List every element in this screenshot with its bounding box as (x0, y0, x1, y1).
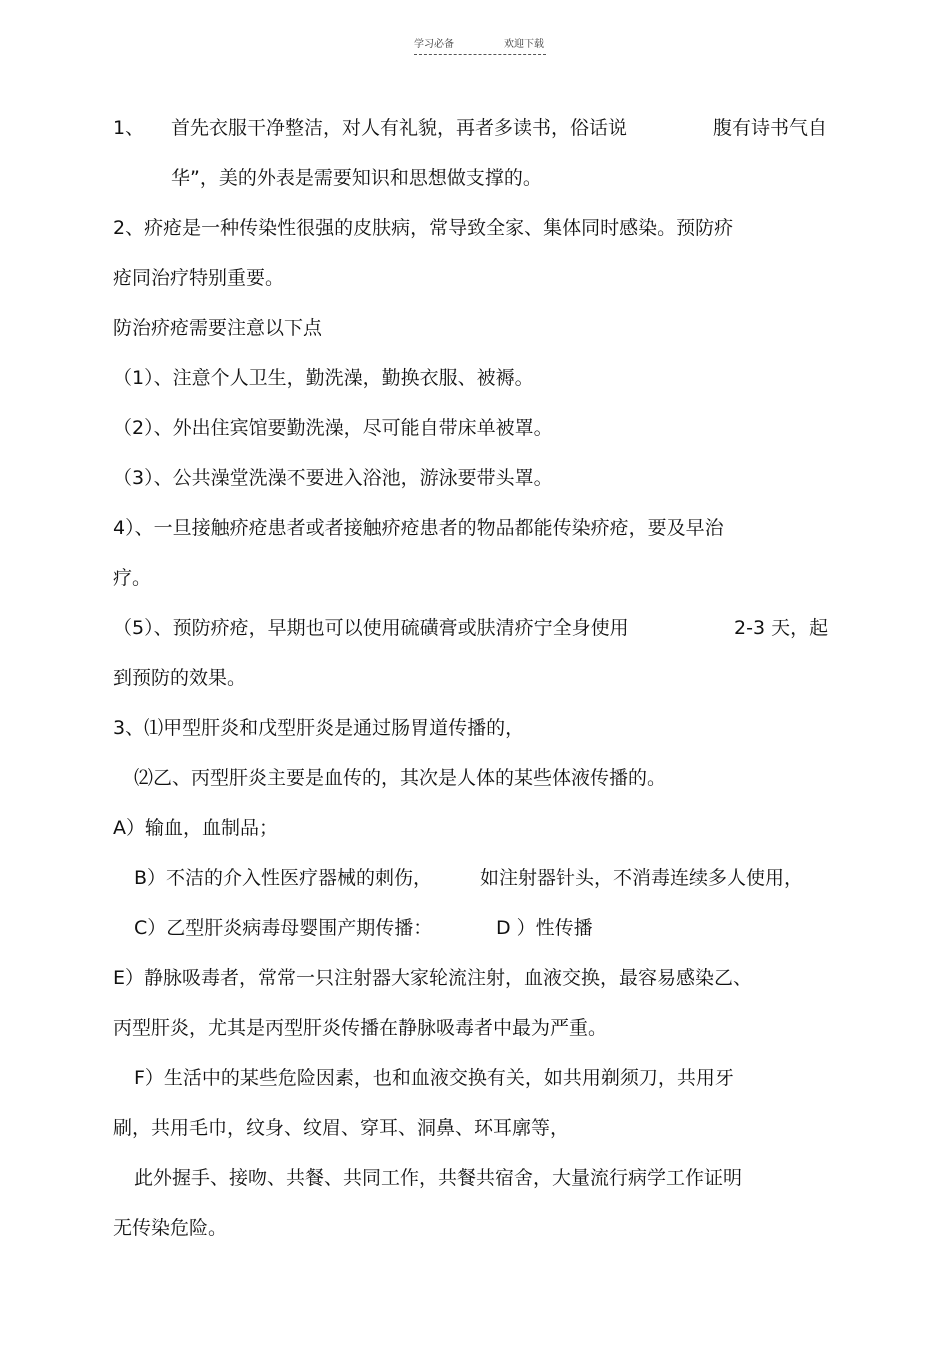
prevention-item-5-end: 2-3 天，起 (734, 617, 829, 639)
route-f-cont: 刷，共用毛巾，纹身、纹眉、穿耳、洞鼻、环耳廓等， (113, 1117, 570, 1139)
prevention-item-2: （2）、外出住宾馆要勤洗澡，尽可能自带床单被罩。 (113, 417, 553, 439)
prevention-item-5: （5）、预防疥疮，早期也可以使用硫磺膏或肤清疥宁全身使用 (113, 617, 629, 639)
route-b-cont: 如注射器针头，不消毒连续多人使用， (480, 867, 804, 889)
prevention-item-4-cont: 疗。 (113, 567, 152, 589)
route-a: A）输血，血制品； (113, 817, 278, 839)
route-c: C）乙型肝炎病毒母婴围产期传播： (134, 917, 433, 939)
item-1-text-end: 腹有诗书气自 (713, 117, 828, 139)
closing-text: 此外握手、接吻、共餐、共同工作，共餐共宿舍，大量流行病学工作证明 (134, 1167, 743, 1189)
prevention-item-4: 4）、一旦接触疥疮患者或者接触疥疮患者的物品都能传染疥疮，要及早治 (113, 517, 724, 539)
prevention-item-5-cont: 到预防的效果。 (113, 667, 247, 689)
route-b: B）不洁的介入性医疗器械的刺伤， (134, 867, 433, 889)
item-1-text-cont: 华”，美的外表是需要知识和思想做支撑的。 (171, 167, 542, 189)
prevention-item-3: （3）、公共澡堂洗澡不要进入浴池，游泳要带头罩。 (113, 467, 553, 489)
route-d: D ）性传播 (496, 917, 593, 939)
item-1-text: 首先衣服干净整洁，对人有礼貌，再者多读书，俗话说 (171, 117, 628, 139)
item-3-sub-2: ⑵乙、丙型肝炎主要是血传的，其次是人体的某些体液传播的。 (134, 767, 667, 789)
route-e-cont: 丙型肝炎，尤其是丙型肝炎传播在静脉吸毒者中最为严重。 (113, 1017, 608, 1039)
route-e: E）静脉吸毒者，常常一只注射器大家轮流注射，血液交换，最容易感染乙、 (113, 967, 753, 989)
closing-text-cont: 无传染危险。 (113, 1217, 228, 1239)
item-2-text-cont: 疮同治疗特别重要。 (113, 267, 285, 289)
route-f: F）生活中的某些危险因素，也和血液交换有关，如共用剃须刀，共用牙 (134, 1067, 734, 1089)
header-right-text: 欢迎下载 (504, 39, 544, 50)
item-1-number: 1、 (113, 117, 145, 139)
prevention-heading: 防治疥疮需要注意以下点 (113, 317, 323, 339)
item-2-text: 2、疥疮是一种传染性很强的皮肤病，常导致全家、集体同时感染。预防疥 (113, 217, 734, 239)
prevention-item-1: （1）、注意个人卫生，勤洗澡，勤换衣服、被褥。 (113, 367, 534, 389)
header-left-text: 学习必备 (414, 39, 454, 50)
header-divider (414, 54, 546, 55)
item-3-text: 3、⑴甲型肝炎和戊型肝炎是通过肠胃道传播的， (113, 717, 525, 739)
